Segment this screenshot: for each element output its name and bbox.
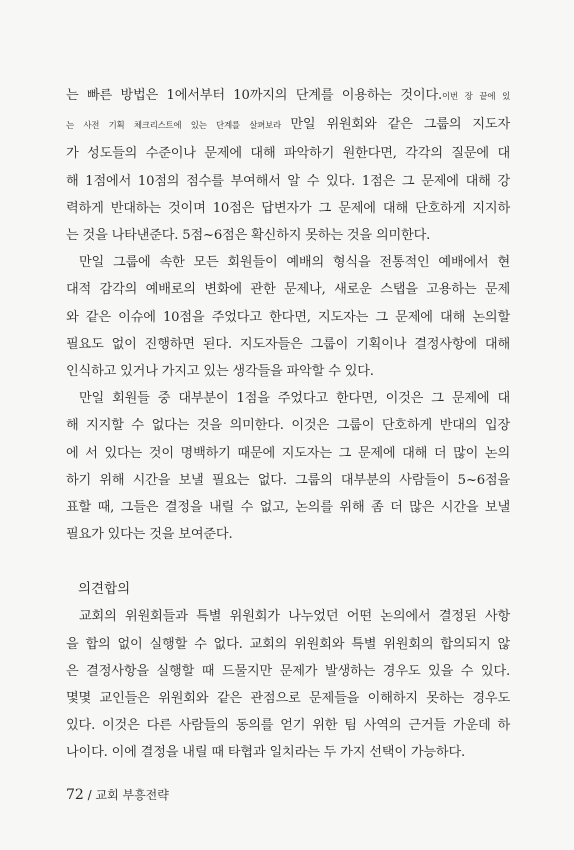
text-line: 필요가 있다는 것을 보여준다. bbox=[66, 527, 233, 543]
text-span: 는 빠른 방법은 1에서부터 10까지의 단계를 이용하는 것이다. bbox=[66, 88, 442, 103]
text-line: 가 성도들의 수준이나 문제에 대해 파악하기 원한다면, 각각의 질문에 대 bbox=[66, 146, 510, 162]
text-line: 해 1점에서 10점의 점수를 부여해서 알 수 있다. 1점은 그 문제에 대해 강 bbox=[66, 173, 510, 189]
text-line: 을 합의 없이 실행할 수 없다. 교회의 위원회와 특별 위원회의 합의되지 않 bbox=[66, 636, 510, 652]
page-body bbox=[66, 82, 510, 767]
paragraph-1 bbox=[66, 82, 510, 249]
text-line: 나이다. 이에 결정을 내릴 때 타협과 일치라는 두 가지 선택이 가능하다. bbox=[66, 745, 465, 761]
footnote-text: 이번 장 끝에 있 bbox=[442, 92, 510, 102]
text-line: 교회의 위원회들과 특별 위원회가 나누었던 어떤 논의에서 결정된 사항 bbox=[79, 609, 510, 625]
footer-separator: / bbox=[83, 788, 96, 802]
text-line: 에 서 있다는 것이 명백하기 때문에 지도자는 그 문제에 대해 더 많이 논의 bbox=[66, 445, 510, 461]
paragraph-3 bbox=[66, 385, 510, 548]
text-line: 력하게 반대하는 것이며 10점은 답변자가 그 문제에 대해 단호하게 지지하 bbox=[66, 200, 510, 216]
section-heading: 의견합의 bbox=[78, 581, 131, 598]
text-span: 만일 위원회와 같은 그룹의 지도자 bbox=[290, 117, 511, 133]
text-line: 하기 위해 시간을 보낼 필요는 없다. 그룹의 대부분의 사람들이 5~6점을 bbox=[66, 472, 510, 488]
text-line: 만일 그룹에 속한 모든 회원들이 예배의 형식을 전통적인 예배에서 현 bbox=[79, 255, 510, 271]
paragraph-2 bbox=[66, 249, 510, 385]
text-line bbox=[66, 82, 510, 111]
text-line: 몇몇 교인들은 위원회와 같은 관점으로 문제들을 이해하지 못하는 경우도 bbox=[66, 691, 510, 707]
text-line: 필요도 없이 진행하면 된다. 지도자들은 그룹이 기획이나 결정사항에 대해 bbox=[66, 336, 510, 352]
text-line: 는 것을 나타낸준다. 5점~6점은 확신하지 못하는 것을 의미한다. bbox=[66, 228, 431, 244]
text-line: 와 같은 이슈에 10점을 주었다고 한다면, 지도자는 그 문제에 대해 논의할 bbox=[66, 309, 510, 325]
text-line bbox=[66, 111, 510, 140]
section-spacer bbox=[66, 548, 510, 577]
book-title: 교회 부흥전략 bbox=[95, 788, 169, 802]
text-line: 인식하고 있거나 가지고 있는 생각들을 파악할 수 있다. bbox=[66, 364, 374, 380]
footnote-text: 는 사전 기획 체크리스트에 있는 단계를 살펴보라 bbox=[66, 121, 291, 132]
text-line: 해 지지할 수 없다는 것을 의미한다. 이것은 그룹이 단호하게 반대의 입장 bbox=[66, 418, 510, 434]
page-footer bbox=[66, 786, 169, 803]
text-line: 표할 때, 그들은 결정을 내릴 수 없고, 논의를 위해 좀 더 많은 시간을 보낼 bbox=[66, 500, 510, 516]
text-line: 만일 회원들 중 대부분이 1점을 주었다고 한다면, 이것은 그 문제에 대 bbox=[79, 391, 510, 407]
text-line: 은 결정사항을 실행할 때 드물지만 문제가 발생하는 경우도 있을 수 있다. bbox=[66, 663, 510, 679]
text-line: 있다. 이것은 다른 사람들의 동의를 얻기 위한 팀 사역의 근거들 가운데 하 bbox=[66, 718, 510, 734]
text-line: 대적 감각의 예배로의 변화에 관한 문제나, 새로운 스탭을 고용하는 문제 bbox=[66, 282, 510, 298]
section-paragraph-1 bbox=[66, 603, 510, 766]
page-number: 72 bbox=[66, 787, 84, 803]
